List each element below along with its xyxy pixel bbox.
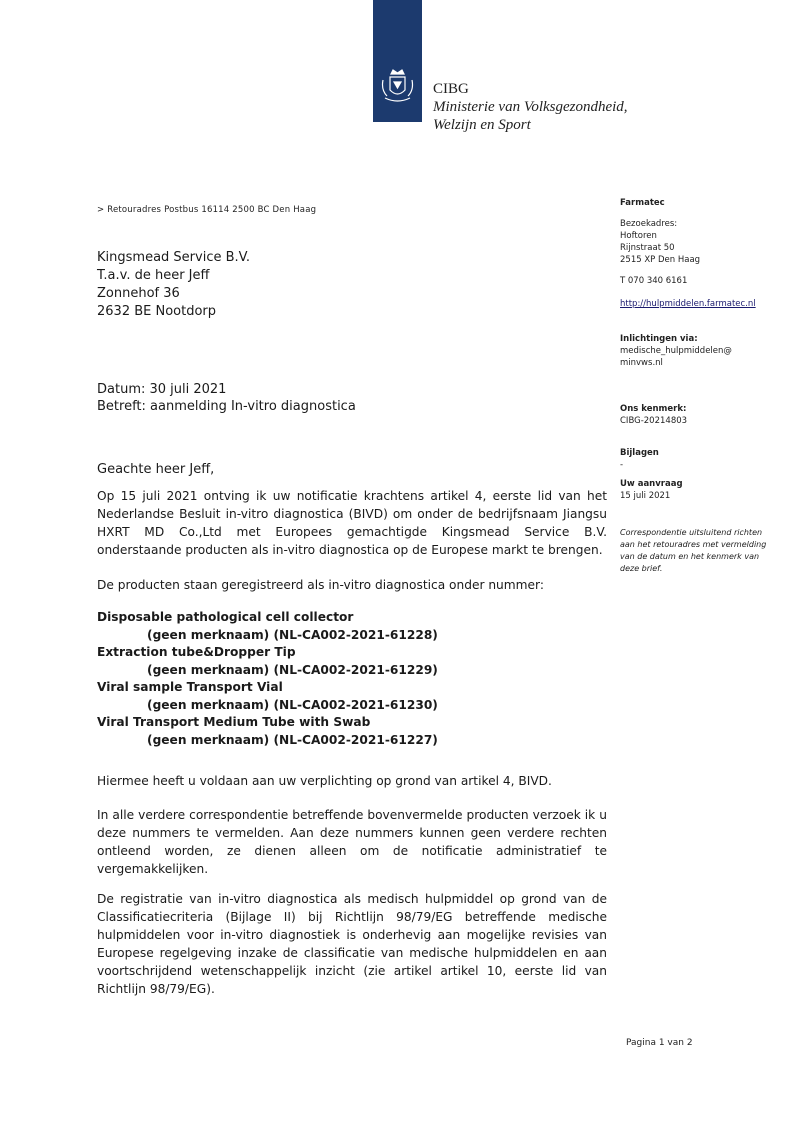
sidebar-reference-label: Ons kenmerk: [620, 404, 687, 414]
addressee-line: 2632 BE Nootdorp [97, 304, 217, 319]
sidebar-visit-address [620, 218, 790, 266]
sidebar-inquiries-email: medische_hulpmiddelen@ [620, 346, 732, 356]
letter-subject: Betreft: aanmelding In-vitro diagnostica [97, 399, 356, 414]
sidebar-reference-value: CIBG-20214803 [620, 416, 688, 426]
product-detail: (geen merknaam) (NL-CA002-2021-61228) [147, 627, 438, 642]
paragraph-correspondence: In alle verdere correspondentie betreffende bovenvermelde producten verzoek ik u deze nummers te vermelden. Aan deze nummers kunnen geen verdere rechten ontleend worden, ze dienen alleen om de notificatie administratief te vergemakkelijken. [97, 808, 607, 876]
sidebar-org-name: Farmatec [620, 198, 665, 208]
paragraph-registration: De producten staan geregistreerd als in-vitro diagnostica onder nummer: [97, 578, 544, 592]
sidebar-attachments-value: - [620, 460, 624, 470]
addressee-line: Kingsmead Service B.V. [97, 250, 250, 265]
sidebar-request-value: 15 juli 2021 [620, 491, 671, 501]
addressee-line: T.a.v. de heer Jeff [97, 268, 210, 283]
return-address: > Retouradres Postbus 16114 2500 BC Den Haag [97, 205, 317, 215]
sidebar-visit-line: Hoftoren [620, 231, 657, 241]
sidebar-request [620, 478, 790, 502]
product-detail: (geen merknaam) (NL-CA002-2021-61230) [147, 697, 438, 712]
sidebar-request-label: Uw aanvraag [620, 479, 683, 489]
sidebar-org [620, 197, 790, 209]
sidebar-attachments [620, 447, 790, 471]
addressee-line: Zonnehof 36 [97, 286, 180, 301]
ministry-name [433, 80, 628, 134]
product-detail: (geen merknaam) (NL-CA002-2021-61227) [147, 732, 438, 747]
product-name: Viral sample Transport Vial [97, 680, 283, 694]
sidebar-website-link[interactable]: http://hulpmiddelen.farmatec.nl [620, 299, 756, 309]
paragraph-classification: De registratie van in-vitro diagnostica als medisch hulpmiddel op grond van de Classificatiecriteria (Bijlage II) bij Richtlijn 98/79/EG betreffende medische hulpmiddelen voor in-vitro diagnostiek is onderhevig aan mogelijke revisies van Europese regelgeving inzake de classificatie van medische hulpmiddelen en aan voortschrijdend wetenschappelijk inzicht (zie artikel artikel 10, eerste lid van Richtlijn 98/79/EG). [97, 892, 607, 996]
product-list [97, 609, 438, 749]
paragraph-obligation: Hiermee heeft u voldaan aan uw verplichting op grond van artikel 4, BIVD. [97, 774, 552, 788]
product-name: Disposable pathological cell collector [97, 610, 354, 624]
sidebar-visit-label: Bezoekadres: [620, 219, 678, 229]
page-number: Pagina 1 van 2 [626, 1038, 693, 1048]
sidebar-visit-line: Rijnstraat 50 [620, 243, 675, 253]
product-detail: (geen merknaam) (NL-CA002-2021-61229) [147, 662, 438, 677]
crest-band [373, 0, 422, 122]
greeting: Geachte heer Jeff, [97, 462, 215, 477]
paragraph-notification: Op 15 juli 2021 ontving ik uw notificatie krachtens artikel 4, eerste lid van het Nederlandse Besluit in-vitro diagnostica (BIVD) om onder de bedrijfsnaam Jiangsu HXRT MD Co.,Ltd met Europees gemachtigde Kingsmead Service B.V. onderstaande producten als in-vitro diagnostica op de Europese markt te brengen. [97, 489, 607, 557]
sidebar-url-wrap [620, 298, 790, 310]
sidebar-inquiries-email: minvws.nl [620, 358, 663, 368]
ministry-line-1: Ministerie van Volksgezondheid, [433, 99, 628, 115]
sidebar-telephone: T 070 340 6161 [620, 276, 688, 286]
sidebar-visit-line: 2515 XP Den Haag [620, 255, 701, 265]
product-name: Viral Transport Medium Tube with Swab [97, 715, 371, 729]
sidebar-correspondence-note: Correspondentie uitsluitend richten aan het retouradres met vermelding van de datum en het kenmerk van deze brief. [620, 528, 767, 573]
org-short: CIBG [433, 81, 469, 97]
addressee-block [97, 249, 250, 321]
product-name: Extraction tube&Dropper Tip [97, 645, 296, 659]
sidebar-reference [620, 403, 790, 427]
sidebar-inquiries [620, 333, 790, 369]
sidebar-inquiries-label: Inlichtingen via: [620, 334, 698, 344]
ministry-line-2: Welzijn en Sport [433, 117, 531, 133]
sidebar-attachments-label: Bijlagen [620, 448, 659, 458]
royal-crest-icon [379, 68, 416, 108]
letter-meta [97, 381, 356, 415]
letter-date: Datum: 30 juli 2021 [97, 382, 227, 397]
